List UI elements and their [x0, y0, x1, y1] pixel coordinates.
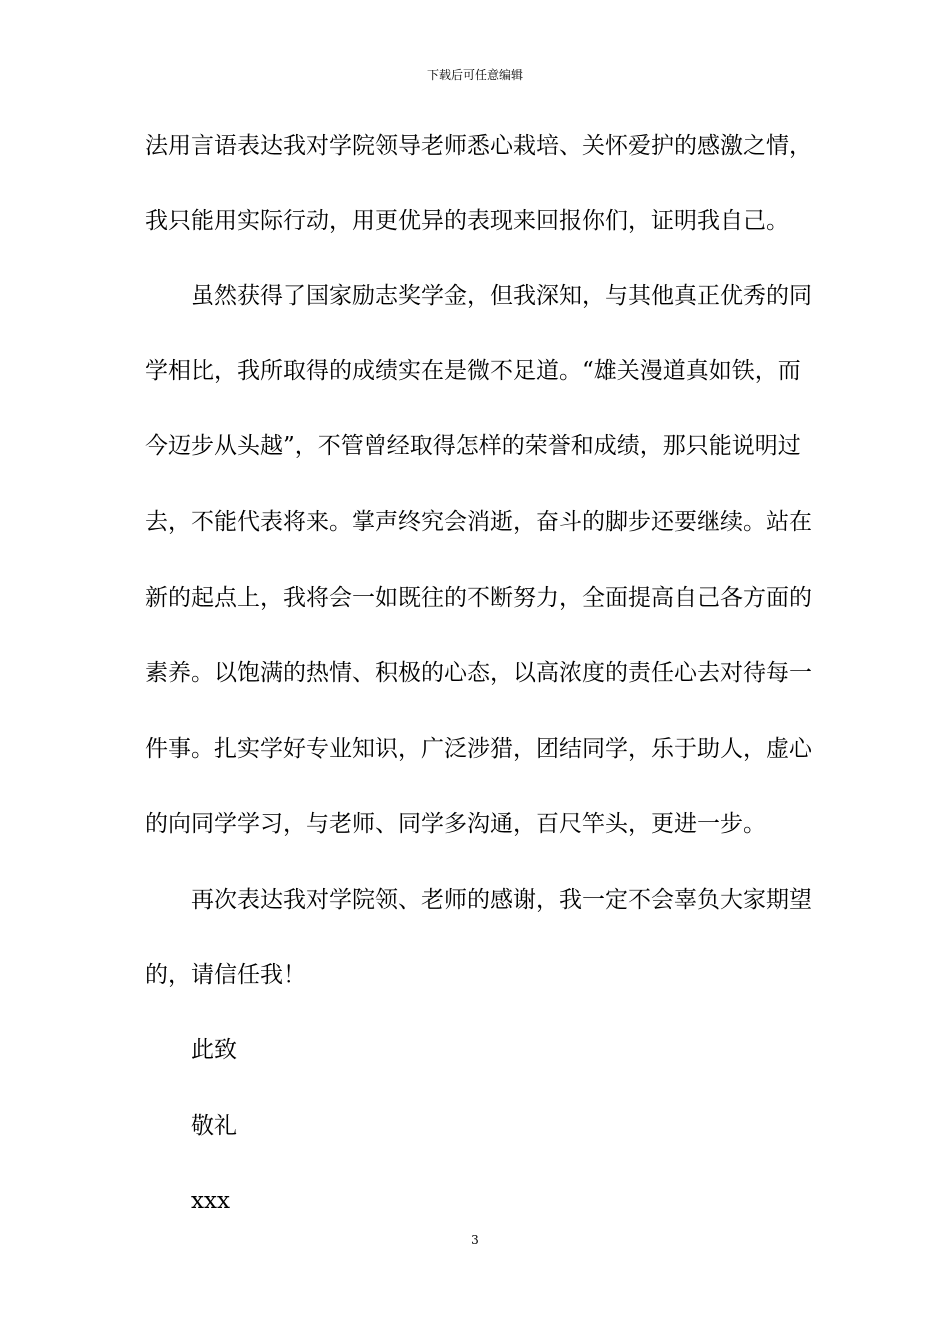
text-line: 新的起点上，我将会一如既往的不断努力，全面提高自己各方面的 — [145, 585, 812, 611]
closing-respect: 敬礼 — [191, 1113, 237, 1139]
text-line: 虽然获得了国家励志奖学金，但我深知，与其他真正优秀的同 — [191, 283, 812, 309]
page-header: 下载后可任意编辑 — [426, 68, 523, 82]
closing-salutation: 此致 — [191, 1037, 237, 1063]
document-body — [145, 125, 810, 1255]
text-line: 学相比，我所取得的成绩实在是微不足道。“雄关漫道真如铁，而 — [145, 358, 801, 384]
text-line: 再次表达我对学院领、老师的感谢，我一定不会辜负大家期望 — [191, 887, 812, 913]
page-number: 3 — [471, 1233, 479, 1247]
text-line: 的向同学学习，与老师、同学多沟通，百尺竿头，更进一步。 — [145, 811, 766, 837]
signature: xxx — [191, 1188, 230, 1214]
text-line: 法用言语表达我对学院领导老师悉心栽培、关怀爱护的感激之情， — [145, 133, 812, 159]
text-line: 今迈步从头越”，不管曾经取得怎样的荣誉和成绩，那只能说明过 — [145, 433, 801, 459]
text-line: 件事。扎实学好专业知识，广泛涉猎，团结同学，乐于助人，虚心 — [145, 736, 812, 762]
text-line: 我只能用实际行动，用更优异的表现来回报你们，证明我自己。 — [145, 208, 789, 234]
text-line: 素养。以饱满的热情、积极的心态，以高浓度的责任心去对待每一 — [145, 660, 812, 686]
text-line: 去，不能代表将来。掌声终究会消逝，奋斗的脚步还要继续。站在 — [145, 509, 812, 535]
text-line: 的，请信任我！ — [145, 962, 306, 988]
